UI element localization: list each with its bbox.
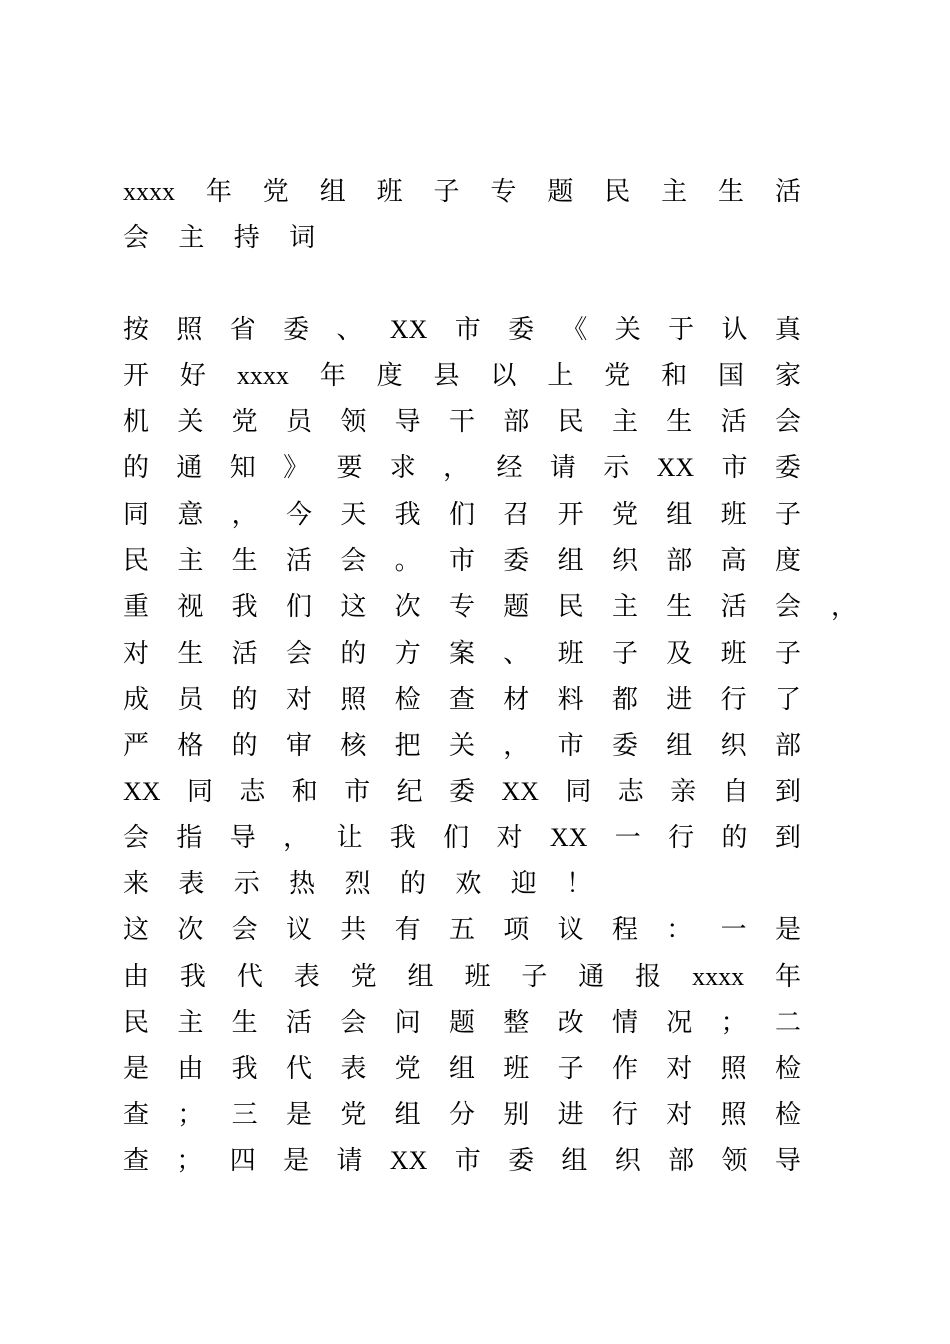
glyph: 》 <box>283 453 310 483</box>
glyph: 市 <box>344 777 371 807</box>
glyph: 有 <box>394 915 421 945</box>
body-line <box>123 405 801 439</box>
glyph: 组 <box>319 177 346 207</box>
body-line <box>123 544 801 578</box>
body-line <box>123 913 801 947</box>
glyph: 况 <box>666 1008 693 1038</box>
glyph: 及 <box>666 639 693 669</box>
glyph: 会 <box>340 546 367 576</box>
glyph: 机 <box>123 407 150 437</box>
glyph: 对 <box>285 685 312 715</box>
glyph: 部 <box>774 731 801 761</box>
glyph: 议 <box>557 915 584 945</box>
glyph: 组 <box>666 500 693 530</box>
glyph: 会 <box>774 592 801 622</box>
glyph: 国 <box>718 361 745 391</box>
glyph: 生 <box>666 407 693 437</box>
glyph: 检 <box>774 1054 801 1084</box>
document-title-line-2 <box>123 221 801 255</box>
glyph: 把 <box>394 731 421 761</box>
glyph: XX <box>389 1146 428 1175</box>
glyph: XX <box>549 823 588 852</box>
glyph: 主 <box>611 407 638 437</box>
glyph: 我 <box>389 823 416 853</box>
glyph: 子 <box>611 639 638 669</box>
glyph: 到 <box>774 823 801 853</box>
glyph: 审 <box>285 731 312 761</box>
glyph: 活 <box>720 592 747 622</box>
glyph: 是 <box>283 1146 310 1176</box>
glyph: 民 <box>604 177 631 207</box>
glyph: 自 <box>722 777 749 807</box>
glyph: xxxx <box>123 177 175 206</box>
glyph: 对 <box>496 823 523 853</box>
glyph: 我 <box>231 592 258 622</box>
glyph: 料 <box>557 685 584 715</box>
glyph: 组 <box>448 1054 475 1084</box>
body-line <box>123 451 801 485</box>
glyph: 度 <box>376 361 403 391</box>
glyph: ； <box>177 1100 204 1130</box>
glyph: 活 <box>285 546 312 576</box>
glyph: 织 <box>614 1146 641 1176</box>
glyph: 委 <box>448 777 475 807</box>
body-line <box>123 1144 801 1178</box>
glyph: 经 <box>496 453 523 483</box>
glyph: 党 <box>231 407 258 437</box>
glyph: 热 <box>289 869 316 899</box>
glyph: 一 <box>720 915 747 945</box>
glyph: 省 <box>229 315 256 345</box>
glyph: 真 <box>774 315 801 345</box>
glyph: 是 <box>123 1054 150 1084</box>
glyph: 织 <box>611 546 638 576</box>
body-line <box>123 313 801 347</box>
glyph: 行 <box>720 685 747 715</box>
body-line <box>123 498 801 532</box>
glyph: 领 <box>721 1146 748 1176</box>
glyph: 题 <box>547 177 574 207</box>
glyph: ； <box>176 1146 203 1176</box>
glyph: 同 <box>186 777 213 807</box>
glyph: 《 <box>561 315 588 345</box>
glyph: 对 <box>123 639 150 669</box>
glyph: 组 <box>561 1146 588 1176</box>
glyph: 同 <box>565 777 592 807</box>
glyph: 意 <box>177 500 204 530</box>
glyph: 委 <box>508 1146 535 1176</box>
glyph: ， <box>231 500 258 530</box>
glyph: 部 <box>666 546 693 576</box>
glyph: 行 <box>611 1100 638 1130</box>
glyph: 重 <box>123 592 150 622</box>
glyph: 共 <box>340 915 367 945</box>
glyph: 导 <box>394 407 421 437</box>
glyph: 的 <box>123 453 150 483</box>
glyph: 主 <box>661 177 688 207</box>
glyph: 由 <box>177 1054 204 1084</box>
glyph: 好 <box>179 361 206 391</box>
glyph: XX <box>501 777 539 806</box>
glyph: 委 <box>283 315 310 345</box>
glyph: 民 <box>123 1008 150 1038</box>
glyph: 我 <box>394 500 421 530</box>
glyph: 核 <box>340 731 367 761</box>
glyph: 党 <box>394 1054 421 1084</box>
glyph: 关 <box>177 407 204 437</box>
glyph: 班 <box>720 500 747 530</box>
glyph: 词 <box>289 223 316 253</box>
glyph: 、 <box>503 639 530 669</box>
glyph: 都 <box>611 685 638 715</box>
glyph: XX <box>656 453 695 482</box>
body-line <box>123 729 801 763</box>
glyph: 志 <box>239 777 266 807</box>
glyph: 主 <box>177 1008 204 1038</box>
body-line <box>123 590 858 624</box>
glyph: 示 <box>603 453 630 483</box>
glyph: 这 <box>123 915 150 945</box>
glyph: 委 <box>503 546 530 576</box>
glyph: 班 <box>557 639 584 669</box>
glyph: 查 <box>448 685 475 715</box>
glyph: 活 <box>285 1008 312 1038</box>
glyph: 度 <box>774 546 801 576</box>
glyph: 主 <box>177 546 204 576</box>
glyph: 班 <box>503 1054 530 1084</box>
glyph: 子 <box>433 177 460 207</box>
glyph: 请 <box>549 453 576 483</box>
glyph: 会 <box>774 407 801 437</box>
glyph: ： <box>666 915 693 945</box>
glyph: 县 <box>433 361 460 391</box>
glyph: 材 <box>503 685 530 715</box>
glyph: 示 <box>233 869 260 899</box>
glyph: ！ <box>566 869 593 899</box>
glyph: 部 <box>668 1146 695 1176</box>
glyph: 于 <box>668 315 695 345</box>
glyph: 组 <box>557 546 584 576</box>
glyph: 市 <box>454 315 481 345</box>
glyph: 照 <box>176 315 203 345</box>
glyph: 我 <box>231 1054 258 1084</box>
glyph: 关 <box>614 315 641 345</box>
glyph: 五 <box>448 915 475 945</box>
glyph: 员 <box>177 685 204 715</box>
glyph: 民 <box>557 592 584 622</box>
glyph: 别 <box>503 1100 530 1130</box>
glyph: 导 <box>229 823 256 853</box>
glyph: 案 <box>448 639 475 669</box>
glyph: 市 <box>557 731 584 761</box>
glyph: 行 <box>668 823 695 853</box>
glyph: 议 <box>285 915 312 945</box>
glyph: 组 <box>394 1100 421 1130</box>
glyph: 我 <box>179 962 206 992</box>
glyph: 对 <box>666 1100 693 1130</box>
glyph: 班 <box>464 962 491 992</box>
glyph: 次 <box>394 592 421 622</box>
glyph: 照 <box>720 1054 747 1084</box>
glyph: 们 <box>448 500 475 530</box>
glyph: 整 <box>503 1008 530 1038</box>
glyph: 让 <box>336 823 363 853</box>
glyph: 织 <box>720 731 747 761</box>
glyph: 市 <box>721 453 748 483</box>
glyph: 开 <box>557 500 584 530</box>
glyph: 格 <box>177 731 204 761</box>
glyph: 党 <box>262 177 289 207</box>
glyph: 们 <box>443 823 470 853</box>
glyph: 生 <box>231 1008 258 1038</box>
glyph: 市 <box>448 546 475 576</box>
glyph: ， <box>831 592 858 622</box>
glyph: 委 <box>611 731 638 761</box>
glyph: 通 <box>176 453 203 483</box>
glyph: 表 <box>178 869 205 899</box>
glyph: 题 <box>448 1008 475 1038</box>
glyph: 进 <box>557 1100 584 1130</box>
glyph: 开 <box>123 361 150 391</box>
glyph: 活 <box>231 639 258 669</box>
glyph: 志 <box>617 777 644 807</box>
glyph: 照 <box>720 1100 747 1130</box>
body-line <box>123 775 801 809</box>
glyph: 子 <box>774 500 801 530</box>
glyph: 民 <box>123 546 150 576</box>
glyph: 是 <box>774 915 801 945</box>
glyph: 和 <box>291 777 318 807</box>
glyph: 欢 <box>455 869 482 899</box>
body-line <box>123 1052 801 1086</box>
glyph: 知 <box>229 453 256 483</box>
glyph: 党 <box>340 1100 367 1130</box>
glyph: 会 <box>231 915 258 945</box>
glyph: XX <box>389 315 428 344</box>
body-line <box>123 637 801 671</box>
glyph: 问 <box>394 1008 421 1038</box>
glyph: 迎 <box>510 869 537 899</box>
glyph: 干 <box>448 407 475 437</box>
glyph: 纪 <box>396 777 423 807</box>
glyph: 主 <box>178 223 205 253</box>
glyph: 程 <box>611 915 638 945</box>
glyph: 们 <box>285 592 312 622</box>
glyph: 方 <box>394 639 421 669</box>
glyph: 进 <box>666 685 693 715</box>
glyph: 部 <box>503 407 530 437</box>
glyph: 持 <box>233 223 260 253</box>
glyph: 生 <box>666 592 693 622</box>
glyph: 会 <box>123 823 150 853</box>
body-line <box>123 960 801 994</box>
glyph: 按 <box>123 315 150 345</box>
glyph: 关 <box>448 731 475 761</box>
glyph: 表 <box>340 1054 367 1084</box>
glyph: 导 <box>774 1146 801 1176</box>
glyph: xxxx <box>692 962 745 991</box>
glyph: 的 <box>231 731 258 761</box>
glyph: 由 <box>123 962 150 992</box>
glyph: ； <box>720 1008 747 1038</box>
glyph: 、 <box>336 315 363 345</box>
glyph: 通 <box>578 962 605 992</box>
glyph: 子 <box>521 962 548 992</box>
glyph: 到 <box>774 777 801 807</box>
glyph: 和 <box>661 361 688 391</box>
glyph: 这 <box>340 592 367 622</box>
glyph: 年 <box>319 361 346 391</box>
glyph: ， <box>283 823 310 853</box>
glyph: 党 <box>604 361 631 391</box>
glyph: 分 <box>448 1100 475 1130</box>
glyph: 年 <box>205 177 232 207</box>
glyph: 题 <box>503 592 530 622</box>
glyph: 亲 <box>670 777 697 807</box>
glyph: 民 <box>557 407 584 437</box>
glyph: 报 <box>635 962 662 992</box>
glyph: 对 <box>666 1054 693 1084</box>
glyph: 成 <box>123 685 150 715</box>
glyph: 委 <box>508 315 535 345</box>
glyph: 情 <box>611 1008 638 1038</box>
body-line <box>123 867 801 901</box>
glyph: 检 <box>774 1100 801 1130</box>
glyph: 三 <box>231 1100 258 1130</box>
glyph: 专 <box>490 177 517 207</box>
glyph: XX <box>123 777 161 806</box>
glyph: 。 <box>394 546 421 576</box>
glyph: 上 <box>547 361 574 391</box>
glyph: 主 <box>611 592 638 622</box>
glyph: 视 <box>177 592 204 622</box>
glyph: 专 <box>448 592 475 622</box>
glyph: 组 <box>666 731 693 761</box>
glyph: 活 <box>774 177 801 207</box>
glyph: 检 <box>394 685 421 715</box>
glyph: 生 <box>231 546 258 576</box>
glyph: 召 <box>503 500 530 530</box>
glyph: 会 <box>123 223 150 253</box>
glyph: 作 <box>611 1054 638 1084</box>
glyph: 生 <box>718 177 745 207</box>
glyph: 生 <box>177 639 204 669</box>
body-line <box>123 1098 801 1132</box>
glyph: 代 <box>236 962 263 992</box>
glyph: 班 <box>376 177 403 207</box>
glyph: 会 <box>340 1008 367 1038</box>
glyph: 认 <box>721 315 748 345</box>
glyph: 同 <box>123 500 150 530</box>
glyph: 了 <box>774 685 801 715</box>
document-title-line-1 <box>123 175 801 209</box>
glyph: 家 <box>774 361 801 391</box>
glyph: 党 <box>611 500 638 530</box>
glyph: 子 <box>557 1054 584 1084</box>
glyph: 求 <box>389 453 416 483</box>
glyph: 领 <box>340 407 367 437</box>
glyph: 会 <box>285 639 312 669</box>
glyph: 一 <box>614 823 641 853</box>
glyph: 的 <box>721 823 748 853</box>
glyph: 班 <box>720 639 747 669</box>
glyph: 二 <box>774 1008 801 1038</box>
glyph: 今 <box>285 500 312 530</box>
glyph: 是 <box>285 1100 312 1130</box>
glyph: 来 <box>123 869 150 899</box>
glyph: 委 <box>774 453 801 483</box>
glyph: 的 <box>399 869 426 899</box>
glyph: 四 <box>229 1146 256 1176</box>
glyph: 指 <box>176 823 203 853</box>
glyph: 天 <box>340 500 367 530</box>
glyph: 员 <box>285 407 312 437</box>
glyph: ， <box>503 731 530 761</box>
body-line <box>123 359 801 393</box>
glyph: 请 <box>336 1146 363 1176</box>
glyph: 高 <box>720 546 747 576</box>
body-line <box>123 683 801 717</box>
glyph: 烈 <box>344 869 371 899</box>
glyph: 查 <box>123 1100 150 1130</box>
glyph: 的 <box>340 639 367 669</box>
glyph: ， <box>443 453 470 483</box>
glyph: xxxx <box>236 361 289 390</box>
glyph: 查 <box>123 1146 150 1176</box>
glyph: 项 <box>503 915 530 945</box>
glyph: 要 <box>336 453 363 483</box>
body-line <box>123 821 801 855</box>
glyph: 表 <box>293 962 320 992</box>
glyph: 活 <box>720 407 747 437</box>
glyph: 代 <box>285 1054 312 1084</box>
glyph: 次 <box>177 915 204 945</box>
glyph: 子 <box>774 639 801 669</box>
glyph: 的 <box>231 685 258 715</box>
glyph: 照 <box>340 685 367 715</box>
glyph: 以 <box>490 361 517 391</box>
glyph: 组 <box>407 962 434 992</box>
glyph: 改 <box>557 1008 584 1038</box>
body-line <box>123 1006 801 1040</box>
glyph: 年 <box>774 962 801 992</box>
glyph: 市 <box>454 1146 481 1176</box>
glyph: 严 <box>123 731 150 761</box>
glyph: 党 <box>350 962 377 992</box>
